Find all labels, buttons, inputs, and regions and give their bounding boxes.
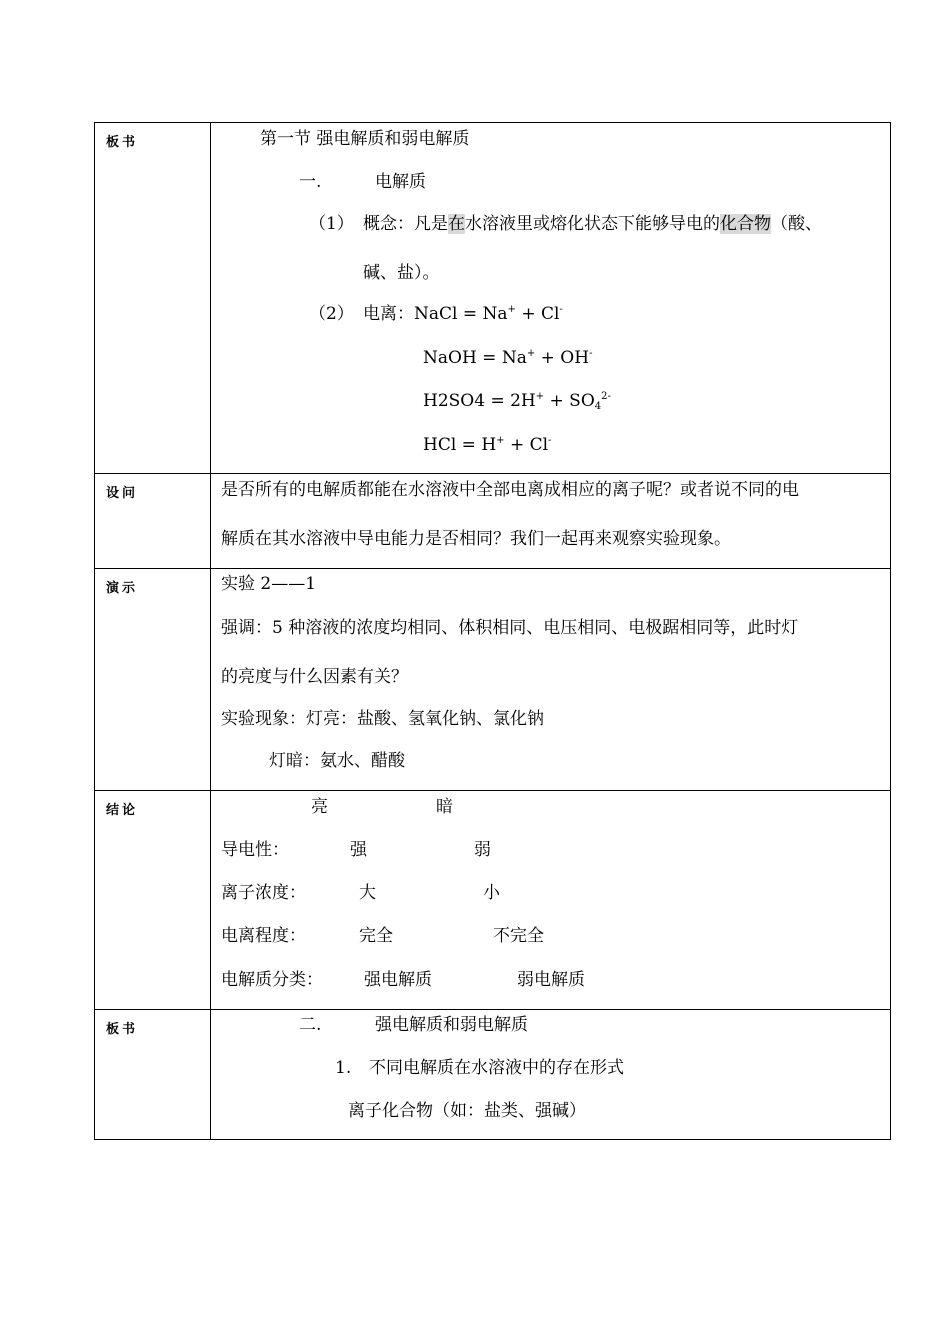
concept-line-continued: 碱、盐）。: [363, 263, 440, 283]
row-label-cell: [95, 474, 211, 569]
row-label-cell: [95, 1010, 211, 1140]
heading-number: 二.: [299, 1015, 322, 1035]
experiment-title: 实验 2——1: [221, 574, 317, 594]
row-label: 板书: [106, 135, 139, 150]
row-label-cell: [95, 123, 211, 474]
emphasis-line: 强调：5 种溶液的浓度均相同、体积相同、电压相同、电极踞相同等，此时灯: [221, 618, 799, 638]
property-label: 电离程度：: [221, 926, 306, 946]
concept-line: 概念：凡是在水溶液里或熔化状态下能够导电的化合物（酸、: [363, 214, 822, 234]
item-number: （2）: [309, 304, 354, 324]
phenomenon-line: 实验现象：灯亮：盐酸、氢氧化钠、氯化钠: [221, 709, 544, 729]
subheading-text: 不同电解质在水溶液中的存在形式: [369, 1058, 624, 1078]
lesson-plan-table: [94, 122, 891, 1140]
heading-number: 一.: [299, 172, 322, 192]
emphasis-line-continued: 的亮度与什么因素有关？: [221, 667, 408, 687]
question-line: 解质在其水溶液中导电能力是否相同？我们一起再来观察实验现象。: [221, 529, 731, 549]
ionization-equation: HCl = H+ + Cl-: [423, 435, 552, 455]
table-row: [95, 569, 891, 791]
property-value: 弱: [474, 840, 491, 860]
property-value: 弱电解质: [517, 970, 585, 990]
heading-text: 电解质: [375, 172, 426, 192]
column-header-dim: 暗: [436, 797, 453, 817]
question-line: 是否所有的电解质都能在水溶液中全部电离成相应的离子呢？或者说不同的电: [221, 480, 799, 500]
row-label-cell: [95, 791, 211, 1010]
content-cell: [211, 474, 891, 569]
property-label: 导电性：: [221, 840, 289, 860]
content-cell: [211, 1010, 891, 1140]
property-value: 不完全: [493, 926, 544, 946]
subheading-number: 1.: [335, 1058, 352, 1078]
property-value: 强: [350, 840, 367, 860]
column-header-bright: 亮: [311, 797, 328, 817]
phenomenon-line: 灯暗：氨水、醋酸: [269, 751, 405, 771]
property-value: 小: [483, 883, 500, 903]
ionization-equation: NaOH = Na+ + OH-: [423, 348, 593, 368]
table-row: [95, 123, 891, 474]
property-value: 完全: [359, 926, 393, 946]
row-label: 结论: [106, 803, 139, 818]
property-label: 离子浓度：: [221, 883, 306, 903]
content-cell: [211, 123, 891, 474]
content-cell: [211, 569, 891, 791]
item-number: （1）: [309, 214, 354, 234]
section-title: 第一节 强电解质和弱电解质: [260, 129, 470, 149]
table-row: [95, 474, 891, 569]
property-value: 强电解质: [364, 970, 432, 990]
row-label-cell: [95, 569, 211, 791]
ionization-equation: $H2SO4 = 2H^+ + SO_4^{2-}$: [423, 391, 611, 412]
property-label: 电解质分类：: [221, 970, 323, 990]
table-row: [95, 1010, 891, 1140]
row-label: 设问: [106, 486, 139, 501]
property-value: 大: [359, 883, 376, 903]
row-label: 演示: [106, 581, 139, 596]
ionization-line: 电离：NaCl = Na+ + Cl-: [363, 304, 563, 324]
heading-text: 强电解质和弱电解质: [375, 1015, 528, 1035]
table-row: [95, 791, 891, 1010]
row-label: 板书: [106, 1022, 139, 1037]
content-cell: [211, 791, 891, 1010]
example-line: 离子化合物（如：盐类、强碱）: [348, 1101, 586, 1121]
